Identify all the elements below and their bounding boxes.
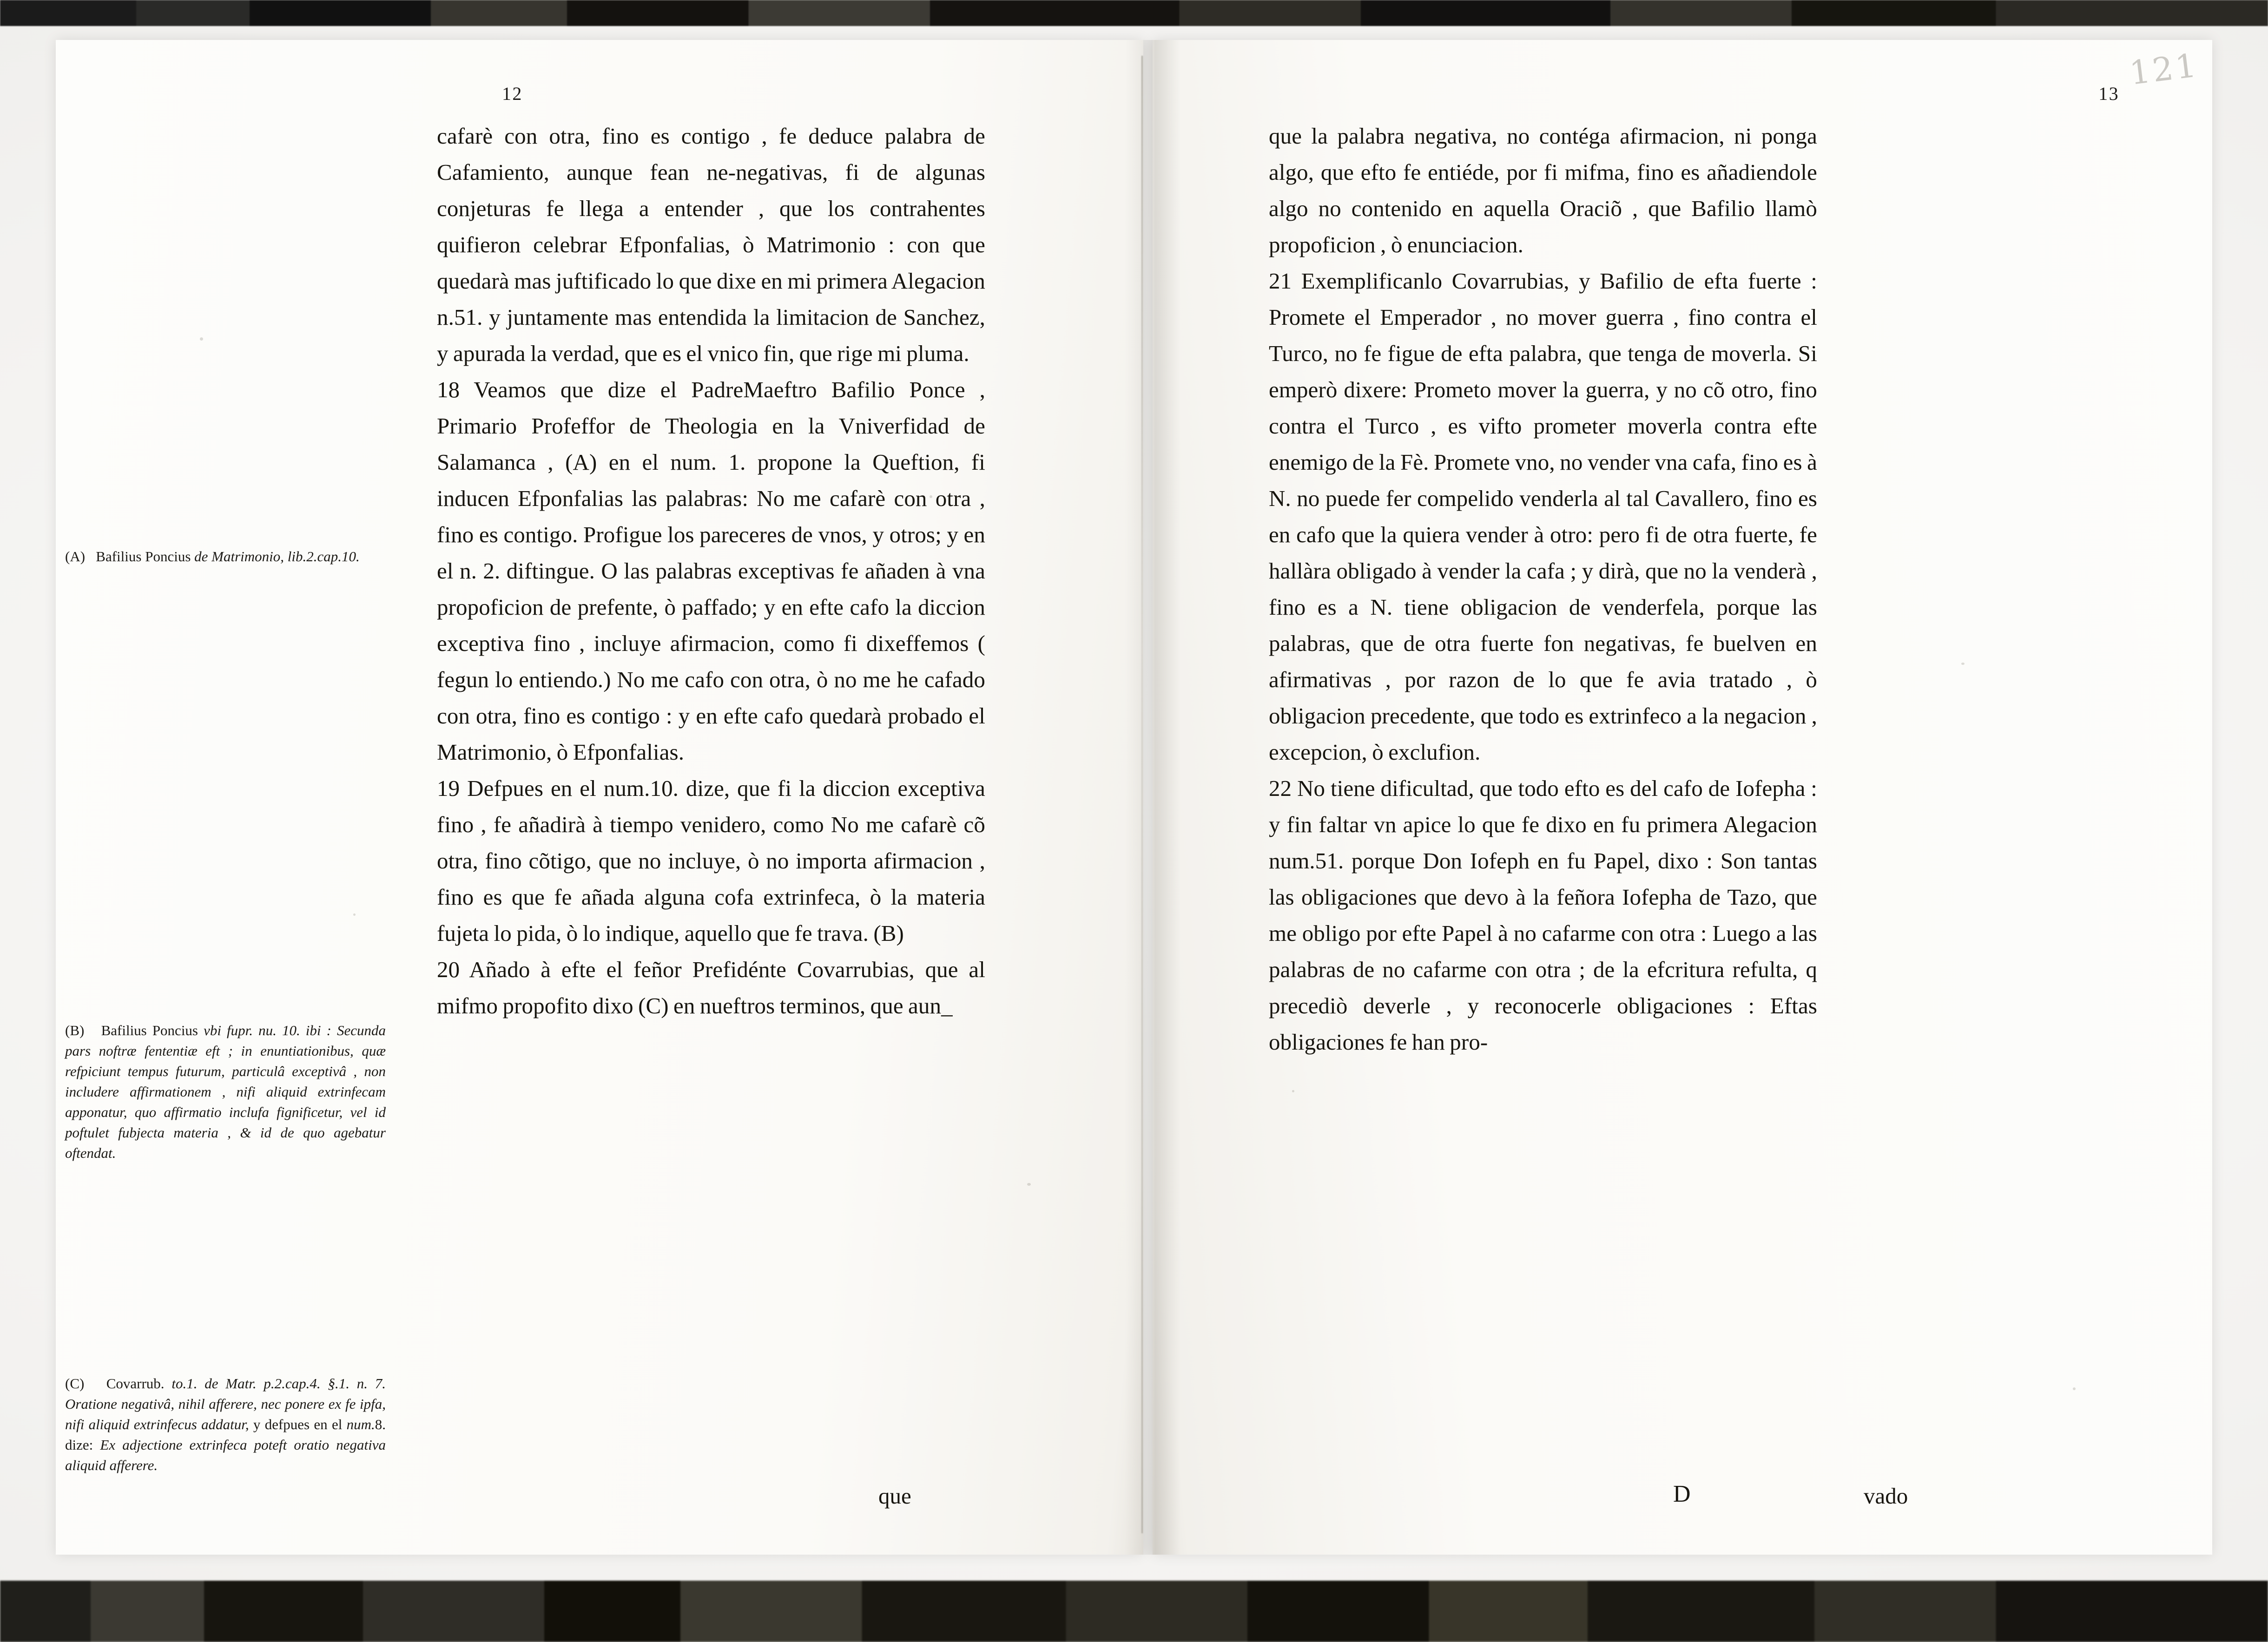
note-c-connector-1: y defpues en el [253,1416,343,1432]
paper-speck [353,913,356,916]
paragraph-20-continuation: que la palabra negativa, no contéga afirmacion, ni ponga algo, que efto fe entiéde, por fi mifma, fino es añadiendole algo no contenido en aquella Oraciõ , que Bafilio llamò propoficion , ò enunciacion. [1269,123,1817,257]
paper-speck [139,1443,142,1446]
note-c-numref: num. [346,1416,375,1432]
signature-mark: D [1673,1481,1691,1507]
book-gutter-shadow [1125,40,1180,1555]
note-b-citation: vbi fupr. nu. 10. ibi : Secunda pars noftræ fententiæ eft ; in enuntiationibus, quæ refpiciunt tempus futurum, particulâ exceptivâ , non includere affirmationem , nifi aliquid extrinfecam apponatur, quo affirmatio inclufa fignificetur, vel id poftulet fubjecta materia , & id de quo agebatur oftendat. [65,1022,386,1161]
note-b-label: (B) [65,1022,85,1038]
book-gutter-line [1141,56,1143,1533]
paper-speck [200,337,203,341]
left-page [56,40,1143,1555]
note-a-label: (A) [65,548,86,565]
left-page-text-column [437,118,985,1024]
marginal-note-a [65,546,386,567]
left-page-catchword: que [878,1483,911,1509]
paper-speck [1961,663,1965,665]
right-page-text-column [1269,118,1817,1060]
open-book [56,40,2212,1555]
paragraph-20: 20 Añado à efte el feñor Prefidénte Covarrubias, que al mifmo propofito dixo (C) en nueftros terminos, que aun_ [437,957,985,1018]
paper-speck [930,495,932,498]
right-page [1153,40,2212,1555]
paper-speck [1348,282,1351,284]
note-b-author: Bafilius Poncius [101,1022,198,1038]
paper-speck [1027,1183,1031,1186]
note-c-citation-2: Ex adjectione extrinfeca poteft oratio negativa aliquid afferere. [65,1437,386,1473]
note-a-citation: de Matrimonio, lib.2.cap.10. [194,548,360,565]
paragraph-18: 18 Veamos que dize el PadreMaeftro Bafilio Ponce , Primario Profeffor de Theologia en la Vniverfidad de Salamanca , (A) en el num. 1. propone la Queftion, fi inducen Efponfalias las palabras: No me cafarè con otra , fino es contigo. Profigue los pareceres de vnos, y otros; y en el n. 2. diftingue. O las palabras exceptivas fe añaden à vna propoficion de prefente, ò paffado; y en efte cafo la diccion exceptiva fino , incluye afirmacion, como fi dixeffemos ( fegun lo entiendo.) No me cafo con otra, ò no me he cafado con otra, fino es contigo : y en efte cafo quedarà probado el Matrimonio, ò Efponfalias. [437,377,985,765]
note-c-citation-1: to.1. de Matr. p.2.cap.4. §.1. n. 7. Oratione negativâ, nihil afferere, nec ponere ex fe ipfa, nifi aliquid extrinfecus addatur, [65,1375,386,1432]
paragraph-22: 22 No tiene dificultad, que todo efto es del cafo de Iofepha : y fin faltar vn apice lo que fe dixo en fu primera Alegacion num.51. porque Don Iofeph en fu Papel, dixo : Son tantas las obligaciones que devo à la feñora Iofepha de Tazo, que me obligo por efte Papel à no cafarme con otra : Luego a las palabras de no cafarme con otra ; de la efcritura refulta, q precediò deverle , y reconocerle obligaciones : Eftas obligaciones fe han pro- [1269,775,1817,1055]
handwritten-folio-number: 121 [2127,46,2201,92]
left-page-number: 12 [502,83,523,104]
note-c-connector-2: 8. dize: [65,1416,386,1453]
paragraph-21: 21 Exemplificanlo Covarrubias, y Bafilio de efta fuerte : Promete el Emperador , no mover guerra , fino contra el Turco, no fe figue de efta palabra, que tenga de moverla. Si emperò dixere: Prometo mover la guerra, y no cõ otro, fino contra el Turco , es vifto prometer moverla contra efte enemigo de la Fè. Promete vno, no vender vna cafa, fino es à N. no puede fer compelido venderla al tal Cavallero, fino es en cafo que la quiera vender à otro: pero fi de otra fuerte, fe hallàra obligado à vender la cafa ; y dirà, que no la venderà , fino es a N. tiene obligacion de venderfela, porque las palabras, que de otra fuerte fon negativas, fe buelven en afirmativas , por razon de lo que fe avia tratado , ò obligacion precedente, que todo es extrinfeco a la negacion , excepcion, ò exclufion. [1269,268,1817,765]
note-c-author: Covarrub. [106,1375,165,1392]
note-c-label: (C) [65,1375,85,1392]
right-page-number: 13 [2098,83,2119,104]
marginal-note-c [65,1373,386,1476]
paper-speck [2073,1387,2076,1390]
paragraph-17-continuation: cafarè con otra, fino es contigo , fe deduce palabra de Cafamiento, aunque fean ne-negativas, fi de algunas conjeturas fe llega a entender , que los contrahentes quifieron celebrar Efponfalias, ò Matrimonio : con que quedarà mas juftificado lo que dixe en mi primera Alegacion n.51. y juntamente mas entendida la limitacion de Sanchez, y apurada la verdad, que es el vnico fin, que rige mi pluma. [437,123,985,366]
right-page-catchword: vado [1864,1483,1908,1509]
paragraph-19: 19 Defpues en el num.10. dize, que fi la diccion exceptiva fino , fe añadirà à tiempo venidero, como No me cafarè cõ otra, fino cõtigo, que no incluye, ò no importa afirmacion , fino es que fe añada alguna cofa extrinfeca, ò la materia fujeta lo pida, ò lo indique, aquello que fe trava. (B) [437,775,985,946]
paper-speck [1292,1090,1294,1092]
marginal-note-b [65,1020,386,1163]
note-a-author: Bafilius Poncius [96,548,191,565]
